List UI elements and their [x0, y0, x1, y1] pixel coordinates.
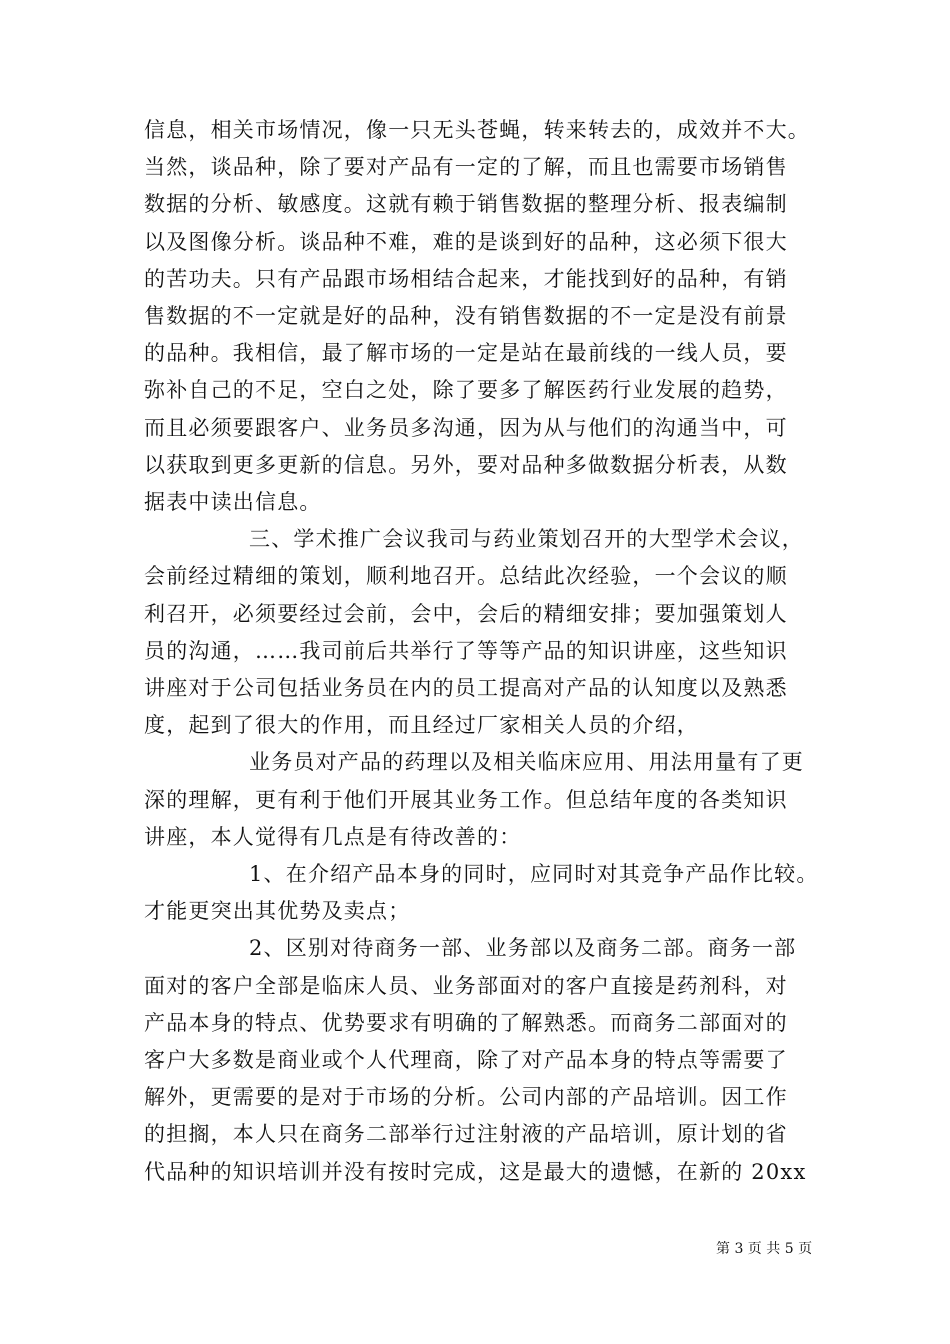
text-line: 以及图像分析。谈品种不难，难的是谈到好的品种，这必须下很大: [144, 229, 788, 254]
text-line: 深的理解，更有利于他们开展其业务工作。但总结年度的各类知识: [144, 787, 788, 812]
text-line: 以获取到更多更新的信息。另外，要对品种多做数据分析表，从数: [144, 452, 788, 477]
text-line: 代品种的知识培训并没有按时完成，这是最大的遗憾，在新的 20xx: [144, 1159, 807, 1184]
text-line: 讲座对于公司包括业务员在内的员工提高对产品的认知度以及熟悉: [144, 676, 788, 700]
text-line: 产品本身的特点、优势要求有明确的了解熟悉。而商务二部面对的: [144, 1010, 788, 1035]
text-line: 讲座，本人觉得有几点是有待改善的：: [144, 824, 522, 849]
text-line: 度，起到了很大的作用，而且经过厂家相关人员的介绍，: [144, 713, 699, 738]
text-line: 信息，相关市场情况，像一只无头苍蝇，转来转去的，成效并不大。: [144, 118, 810, 142]
text-line: 的苦功夫。只有产品跟市场相结合起来，才能找到好的品种，有销: [144, 266, 788, 291]
text-line: 的品种。我相信，最了解市场的一定是站在最前线的一线人员，要: [144, 341, 788, 366]
text-line: 据表中读出信息。: [144, 490, 322, 514]
text-line: 业务员对产品的药理以及相关临床应用、用法用量有了更: [249, 750, 804, 775]
text-line: 售数据的不一定就是好的品种，没有销售数据的不一定是没有前景: [144, 304, 788, 328]
text-line: 面对的客户全部是临床人员、业务部面对的客户直接是药剂科，对: [144, 973, 788, 998]
text-line: 三、学术推广会议我司与药业策划召开的大型学术会议，: [249, 527, 804, 552]
text-line: 数据的分析、敏感度。这就有赖于销售数据的整理分析、报表编制: [144, 192, 788, 217]
text-line: 会前经过精细的策划，顺利地召开。总结此次经验，一个会议的顺: [144, 564, 788, 589]
text-line: 解外，更需要的是对于市场的分析。公司内部的产品培训。因工作: [144, 1085, 788, 1110]
text-line: 才能更突出其优势及卖点；: [144, 899, 411, 924]
text-line: 员的沟通，……我司前后共举行了等等产品的知识讲座，这些知识: [144, 638, 788, 663]
text-line: 的担搁，本人只在商务二部举行过注射液的产品培训，原计划的省: [144, 1122, 788, 1147]
text-line: 弥补自己的不足，空白之处，除了要多了解医药行业发展的趋势，: [144, 378, 788, 403]
text-line: 客户大多数是商业或个人代理商，除了对产品本身的特点等需要了: [144, 1048, 788, 1072]
page-number-footer: 第 3 页 共 5 页: [716, 1241, 813, 1257]
text-line: 2、区别对待商务一部、业务部以及商务二部。商务一部: [249, 936, 797, 961]
text-line: 而且必须要跟客户、业务员多沟通，因为从与他们的沟通当中，可: [144, 415, 788, 440]
text-line: 当然，谈品种，除了要对产品有一定的了解，而且也需要市场销售: [144, 155, 788, 180]
text-line: 1、在介绍产品本身的同时，应同时对其竞争产品作比较。: [249, 862, 819, 886]
text-line: 利召开，必须要经过会前，会中，会后的精细安排；要加强策划人: [144, 601, 788, 626]
